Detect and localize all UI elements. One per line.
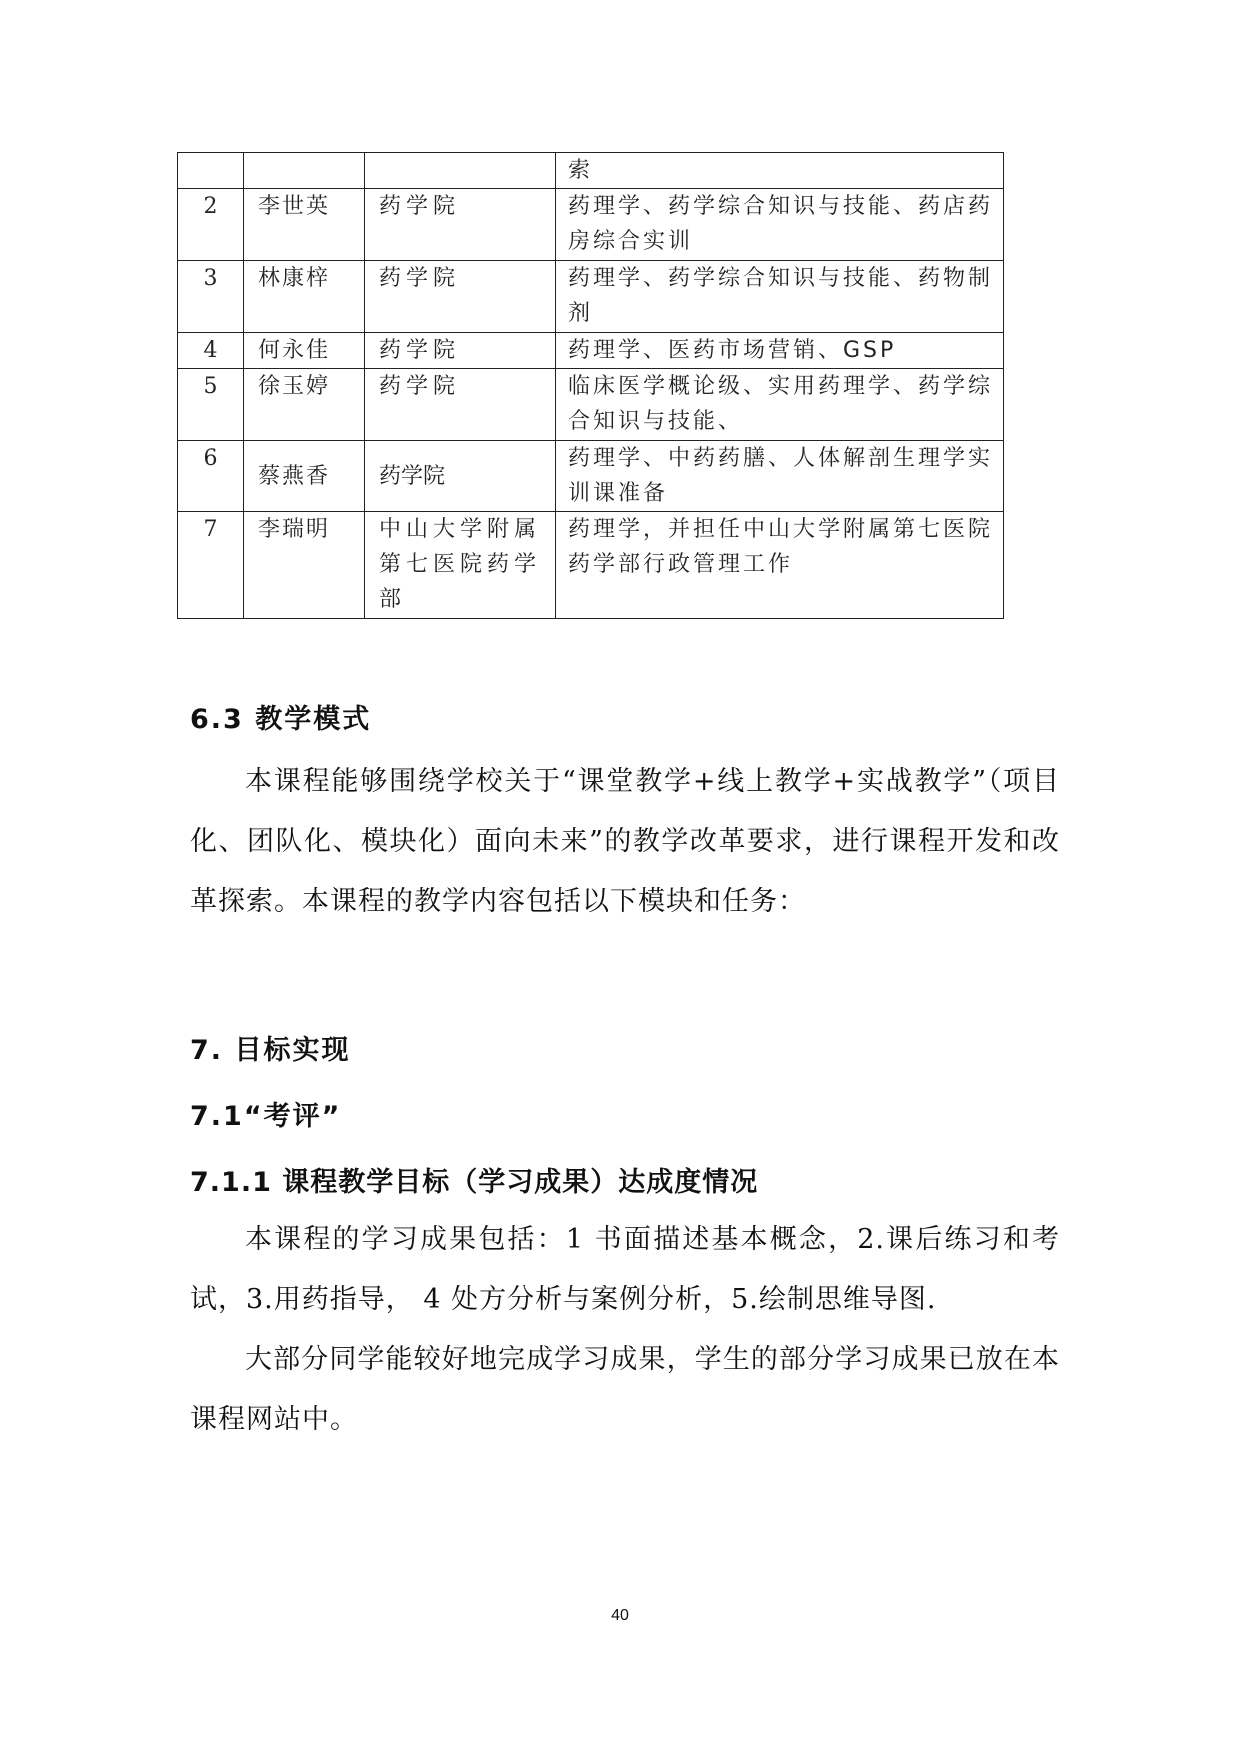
- teacher-name: 徐玉婷: [244, 369, 365, 441]
- department: 药学院: [365, 261, 556, 333]
- table-row: [178, 441, 1004, 512]
- row-number: [178, 153, 244, 189]
- row-number: 7: [178, 512, 244, 619]
- table-row: [178, 512, 1004, 619]
- paragraph: 本课程的学习成果包括：1 书面描述基本概念，2.课后练习和考试，3.用药指导， 4 处方分析与案例分析，5.绘制思维导图.: [190, 1224, 1060, 1315]
- paragraph: 大部分同学能较好地完成学习成果，学生的部分学习成果已放在本课程网站中。: [190, 1344, 1060, 1435]
- page-number: 40: [611, 1607, 629, 1624]
- courses: 药理学，并担任中山大学附属第七医院药学部行政管理工作: [556, 512, 1004, 619]
- row-number: 3: [178, 261, 244, 333]
- courses: 药理学、医药市场营销、GSP: [556, 333, 1004, 369]
- teacher-name: 李世英: [244, 189, 365, 261]
- row-number: 5: [178, 369, 244, 441]
- row-number: 6: [178, 441, 244, 512]
- subsubsection-heading: 7.1.1 课程教学目标（学习成果）达成度情况: [190, 1167, 759, 1198]
- courses: 药理学、中药药膳、人体解剖生理学实训课准备: [556, 441, 1004, 512]
- table-row: [178, 369, 1004, 441]
- department: 药学院: [365, 333, 556, 369]
- paragraph: 本课程能够围绕学校关于“课堂教学+线上教学+实战教学”（项目化、团队化、模块化）面向未来”的教学改革要求，进行课程开发和改革探索。本课程的教学内容包括以下模块和任务：: [190, 766, 1060, 917]
- courses: 索: [556, 153, 1004, 189]
- teacher-name: [244, 153, 365, 189]
- teacher-name: 李瑞明: [244, 512, 365, 619]
- row-number: 2: [178, 189, 244, 261]
- teacher-name: 蔡燕香: [244, 441, 365, 512]
- table-row: [178, 189, 1004, 261]
- section-heading: 6.3 教学模式: [190, 704, 372, 735]
- teacher-name: 何永佳: [244, 333, 365, 369]
- department: 中山大学附属第七医院药学部: [365, 512, 556, 619]
- table-row: [178, 261, 1004, 333]
- section-heading: 7. 目标实现: [190, 1035, 351, 1066]
- department: 药学院: [365, 189, 556, 261]
- courses: 临床医学概论级、实用药理学、药学综合知识与技能、: [556, 369, 1004, 441]
- courses: 药理学、药学综合知识与技能、药物制剂: [556, 261, 1004, 333]
- courses: 药理学、药学综合知识与技能、药店药房综合实训: [556, 189, 1004, 261]
- row-number: 4: [178, 333, 244, 369]
- department: 药学院: [365, 441, 556, 512]
- staff-table: [177, 152, 1004, 619]
- department: [365, 153, 556, 189]
- subsection-heading: 7.1“考评”: [190, 1101, 342, 1132]
- teacher-name: 林康梓: [244, 261, 365, 333]
- table-row: [178, 153, 1004, 189]
- table-row: [178, 333, 1004, 369]
- department: 药学院: [365, 369, 556, 441]
